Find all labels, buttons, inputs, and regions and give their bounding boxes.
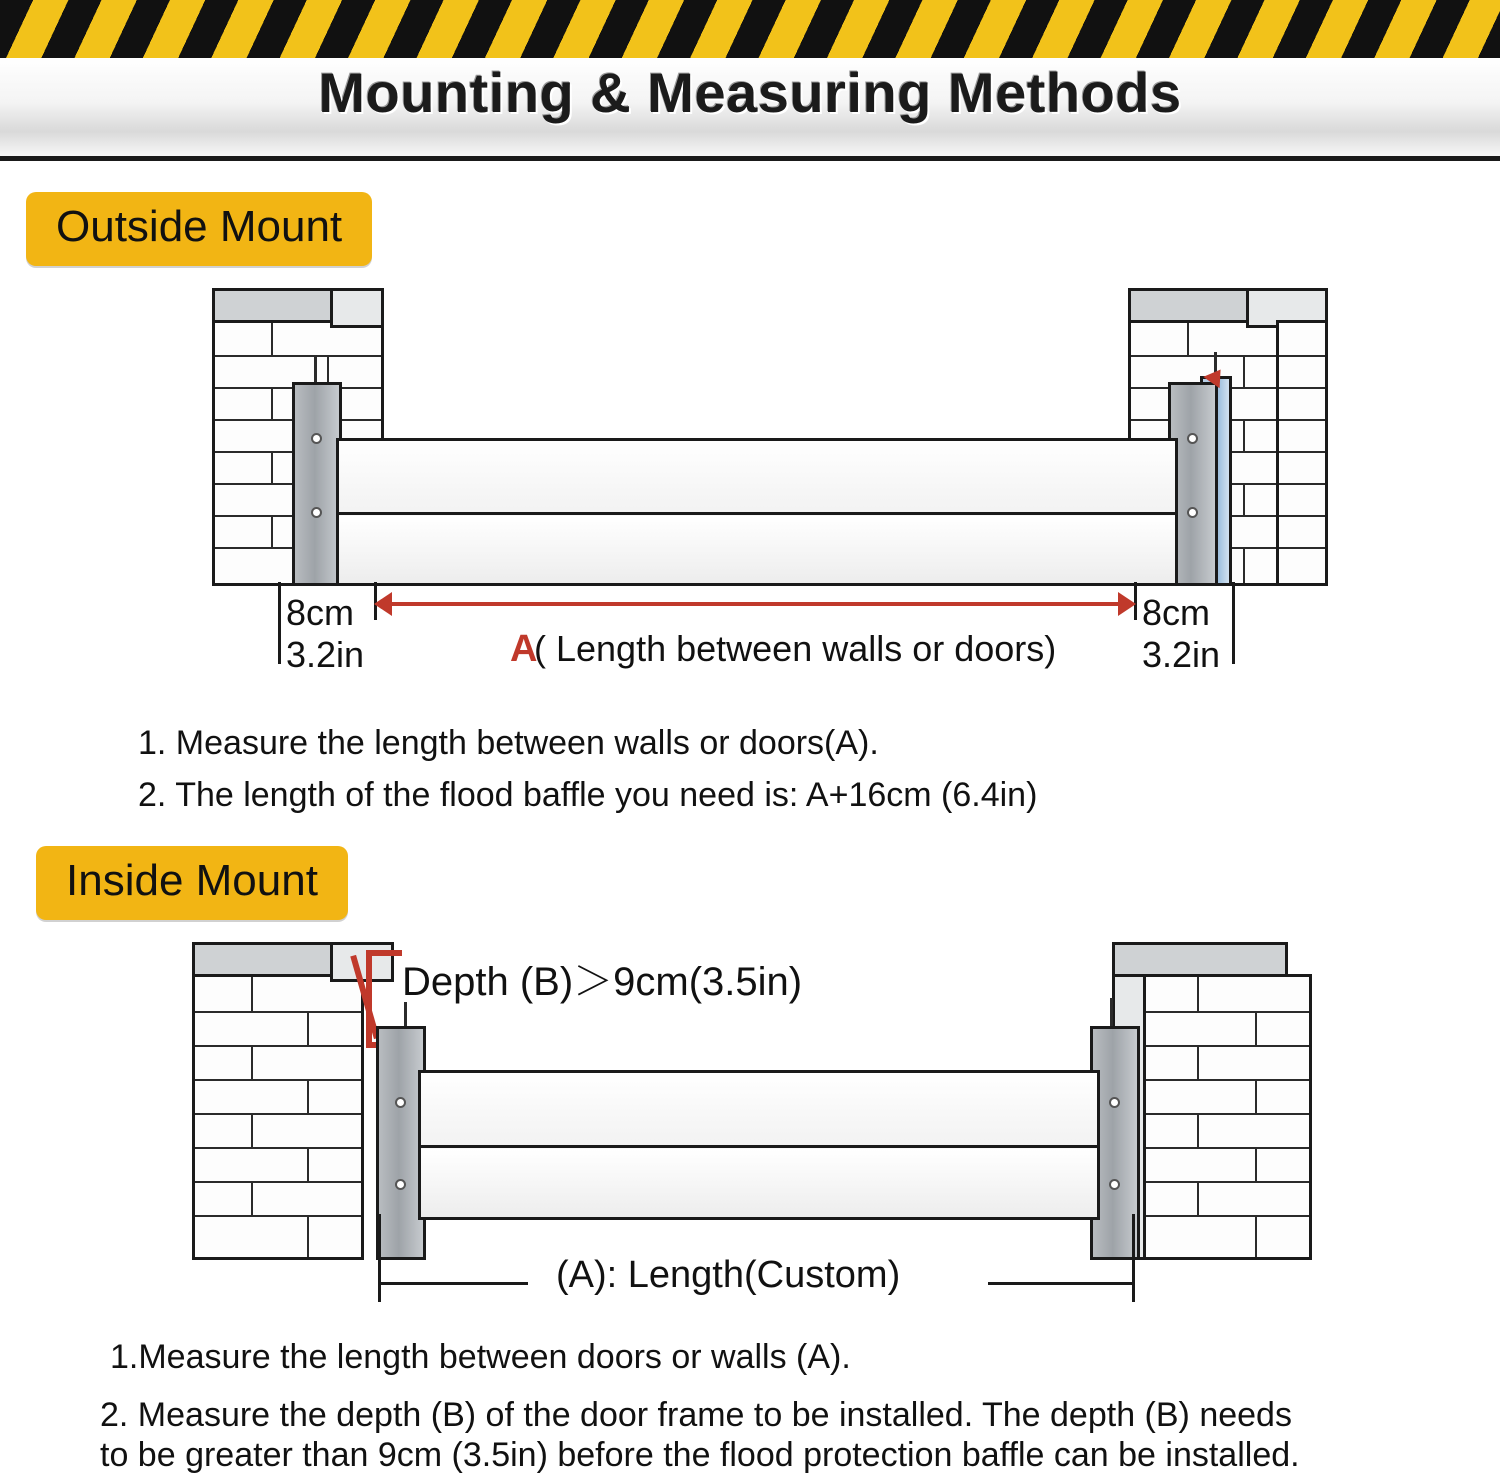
inside-right-pillar-wall (1136, 974, 1312, 1260)
inside-dim-tick-left (378, 1214, 381, 1302)
inside-dim-line-left (378, 1282, 528, 1285)
inside-right-bolt (1110, 998, 1113, 1026)
left-mount-rail (292, 382, 342, 586)
right-pillar-side-wall (1276, 320, 1328, 586)
inside-length-label: (A): Length(Custom) (556, 1254, 901, 1296)
section-label-inside-mount-text: Inside Mount (66, 856, 318, 905)
left-margin-in-label: 3.2in (286, 634, 365, 675)
outside-instruction-2: 2. The length of the flood baffle you need is: A+16cm (6.4in) (138, 776, 1038, 814)
inside-flood-baffle-panel (418, 1070, 1100, 1220)
inside-instruction-3: to be greater than 9cm (3.5in) before the flood protection baffle can be installed. (100, 1436, 1300, 1474)
dimension-caption: ( Length between walls or doors) (534, 628, 1057, 669)
dimension-arrow-line (388, 602, 1118, 606)
dimension-arrow-right-head (1118, 592, 1136, 616)
page-title: Mounting & Measuring Methods (318, 61, 1182, 124)
inside-instruction-1: 1.Measure the length between doors or walls (A). (110, 1338, 851, 1376)
dimension-arrow-left-head (374, 592, 392, 616)
depth-label: Depth (B)＞9cm(3.5in) (402, 960, 803, 1004)
dim-tick-right-outer (1232, 582, 1235, 664)
left-bolt (314, 356, 317, 384)
outside-mount-diagram (0, 270, 1500, 690)
left-margin-cm-label: 8cm (286, 592, 355, 633)
header-banner (0, 0, 1500, 160)
inside-dim-line-right (988, 1282, 1134, 1285)
right-margin-in-label: 3.2in (1142, 634, 1221, 675)
hazard-stripe-decoration (0, 0, 1500, 63)
section-label-outside-mount-text: Outside Mount (56, 202, 343, 251)
inside-dim-tick-right (1132, 1214, 1135, 1302)
section-label-inside-mount (36, 846, 348, 920)
inside-left-pillar-wall (192, 974, 364, 1260)
section-label-outside-mount (26, 192, 372, 266)
right-margin-cm-label: 8cm (1142, 592, 1211, 633)
inside-instruction-2: 2. Measure the depth (B) of the door frame to be installed. The depth (B) needs (100, 1396, 1292, 1434)
dimension-marker-a: A (510, 628, 538, 670)
dim-tick-left-outer (278, 582, 281, 664)
flood-baffle-panel (336, 438, 1178, 586)
outside-instruction-1: 1. Measure the length between walls or doors(A). (138, 724, 879, 762)
left-pillar-side (330, 288, 384, 328)
